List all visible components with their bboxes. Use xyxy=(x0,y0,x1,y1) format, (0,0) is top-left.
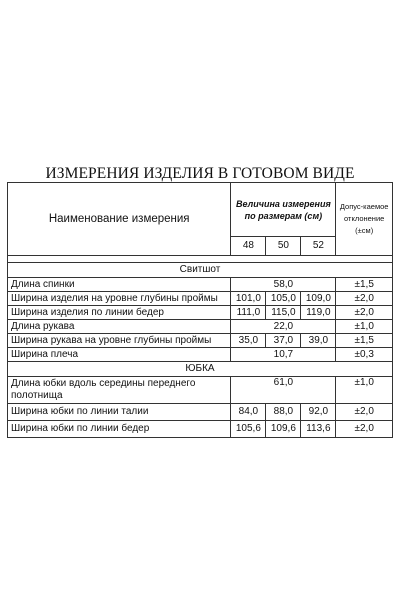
row-name: Ширина изделия на уровне глубины проймы xyxy=(8,292,231,306)
row-merged-value: 22,0 xyxy=(231,320,336,334)
row-merged-value: 58,0 xyxy=(231,278,336,292)
row-name: Ширина юбки по линии бедер xyxy=(8,421,231,438)
row-tolerance: ±1,5 xyxy=(336,278,393,292)
document-title: ИЗМЕРЕНИЯ ИЗДЕЛИЯ В ГОТОВОМ ВИДЕ xyxy=(45,165,355,182)
row-name: Ширина юбки по линии талии xyxy=(8,404,231,421)
section-sweatshirt-label: Свитшот xyxy=(8,263,393,278)
row-name: Длина юбки вдоль середины переднего полотнища xyxy=(8,377,231,404)
row-tolerance: ±2,0 xyxy=(336,404,393,421)
row-name: Длина рукава xyxy=(8,320,231,334)
row-value-48: 84,0 xyxy=(231,404,266,421)
table-row xyxy=(8,404,393,421)
section-row xyxy=(8,362,393,377)
row-value-50: 37,0 xyxy=(266,334,301,348)
section-row xyxy=(8,263,393,278)
row-value-50: 109,6 xyxy=(266,421,301,438)
row-value-48: 101,0 xyxy=(231,292,266,306)
row-value-50: 105,0 xyxy=(266,292,301,306)
header-tolerance: Допус-каемое отклонение (±см) xyxy=(336,183,393,256)
spacer-cell xyxy=(8,256,393,263)
measurements-table xyxy=(7,182,393,438)
row-tolerance: ±0,3 xyxy=(336,348,393,362)
table-row xyxy=(8,377,393,404)
row-tolerance: ±2,0 xyxy=(336,421,393,438)
size-48: 48 xyxy=(231,237,266,256)
table-row xyxy=(8,320,393,334)
row-value-48: 111,0 xyxy=(231,306,266,320)
table-row xyxy=(8,421,393,438)
table-row xyxy=(8,278,393,292)
row-value-52: 39,0 xyxy=(301,334,336,348)
row-tolerance: ±2,0 xyxy=(336,292,393,306)
table-row xyxy=(8,306,393,320)
table-row xyxy=(8,334,393,348)
row-value-52: 113,6 xyxy=(301,421,336,438)
row-name: Ширина плеча xyxy=(8,348,231,362)
row-tolerance: ±1,5 xyxy=(336,334,393,348)
row-merged-value: 61,0 xyxy=(231,377,336,404)
row-value-52: 92,0 xyxy=(301,404,336,421)
table-row xyxy=(8,348,393,362)
header-size-values: Величина измерения по размерам (см) xyxy=(231,183,336,237)
row-value-52: 119,0 xyxy=(301,306,336,320)
row-value-48: 105,6 xyxy=(231,421,266,438)
table-header-row xyxy=(8,183,393,237)
row-value-52: 109,0 xyxy=(301,292,336,306)
table-row xyxy=(8,292,393,306)
spacer-row xyxy=(8,256,393,263)
header-measurement-name: Наименование измерения xyxy=(8,183,231,256)
row-tolerance: ±1,0 xyxy=(336,320,393,334)
row-value-48: 35,0 xyxy=(231,334,266,348)
row-value-50: 88,0 xyxy=(266,404,301,421)
row-tolerance: ±2,0 xyxy=(336,306,393,320)
row-name: Ширина рукава на уровне глубины проймы xyxy=(8,334,231,348)
row-name: Ширина изделия по линии бедер xyxy=(8,306,231,320)
row-merged-value: 10,7 xyxy=(231,348,336,362)
row-tolerance: ±1,0 xyxy=(336,377,393,404)
size-50: 50 xyxy=(266,237,301,256)
row-name: Длина спинки xyxy=(8,278,231,292)
row-value-50: 115,0 xyxy=(266,306,301,320)
section-skirt-label: ЮБКА xyxy=(8,362,393,377)
size-52: 52 xyxy=(301,237,336,256)
